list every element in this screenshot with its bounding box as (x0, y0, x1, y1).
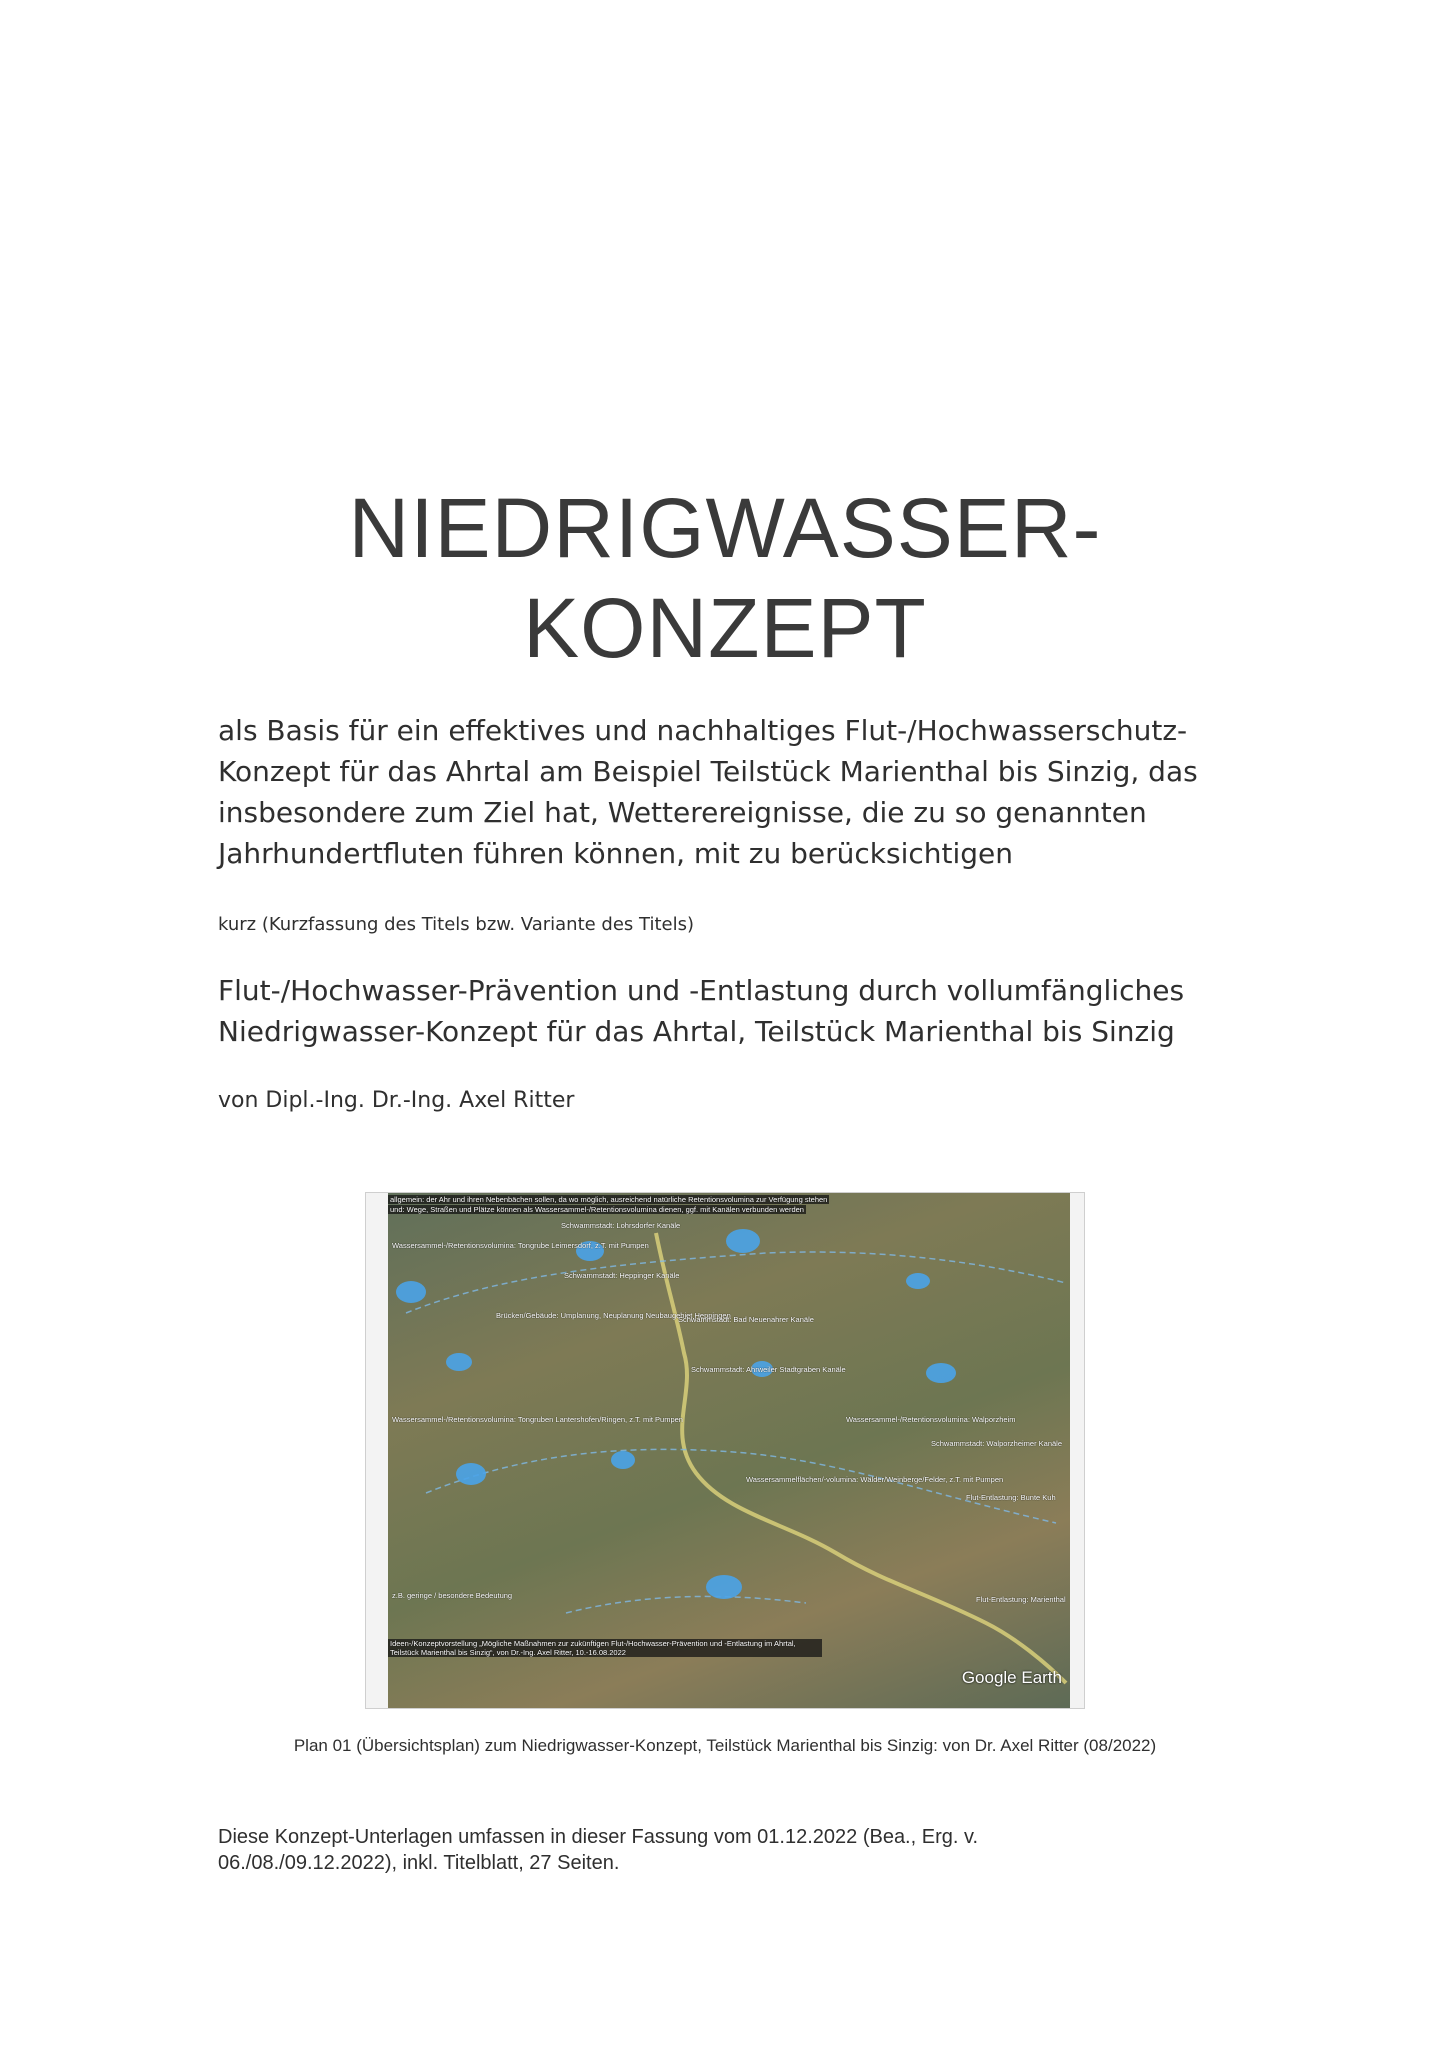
overview-plan-image (365, 1192, 1085, 1709)
river-map-graphic (366, 1193, 1084, 1708)
document-subtitle: als Basis für ein effektives und nachhaltiges Flut-/Hochwasserschutz-Konzept für das Ahrtal am Beispiel Teilstück Marienthal bis Sinzig, das insbesondere zum Ziel hat, Wetterereignisse, die zu so genannten Jahrhundertfluten führen können, mit zu berücksichtigen (218, 714, 1198, 870)
retention-bubble (906, 1273, 930, 1289)
plan-note: z.B. geringe / besondere Bedeutung (392, 1591, 513, 1600)
retention-bubble (726, 1229, 760, 1253)
retention-bubble (446, 1353, 472, 1371)
retention-bubble (396, 1281, 426, 1303)
short-title: Flut-/Hochwasser-Prävention und -Entlastung durch vollumfängliches Niedrigwasser-Konzept für das Ahrtal, Teilstück Marienthal bis Sinzig (218, 974, 1185, 1048)
plan-note: Schwammstadt: Lohrsdorfer Kanäle (561, 1221, 681, 1230)
plan-note: Brücken/Gebäude: Umplanung, Neuplanung Neubaugebiet Heppingen (496, 1311, 731, 1320)
document-title (0, 478, 1450, 678)
plan-note: Schwammstadt: Heppinger Kanäle (564, 1271, 680, 1280)
plan-note: allgemein: der Ahr und ihren Nebenbächen sollen, da wo möglich, ausreichend natürliche Retentionsvolumina zur Verfügung stehen (390, 1195, 828, 1204)
retention-bubble (456, 1463, 486, 1485)
plan-note: Schwammstadt: Bad Neuenahrer Kanäle (678, 1315, 814, 1324)
plan-note: Ideen-/Konzeptvorstellung „Mögliche Maßnahmen zur zukünftigen Flut-/Hochwasser-Prävention und -Entlastung im Ahrtal, Teilstück Marienthal bis Sinzig“, von Dr.-Ing. Axel Ritter, 10.-16.08.2022 (388, 1639, 822, 1657)
plan-note: Flut-Entlastung: Bunte Kuh (966, 1493, 1056, 1502)
author-line: von Dipl.-Ing. Dr.-Ing. Axel Ritter (218, 1088, 575, 1113)
plan-note: Wassersammel-/Retentionsvolumina: Tongrube Leimersdorf, z.T. mit Pumpen (392, 1241, 649, 1250)
document-footer-note: Diese Konzept-Unterlagen umfassen in dieser Fassung vom 01.12.2022 (Bea., Erg. v. 06./08./09.12.2022), inkl. Titelblatt, 27 Seiten. (218, 1826, 979, 1874)
retention-bubble (706, 1575, 742, 1599)
plan-note: Wassersammel-/Retentionsvolumina: Tongruben Lantershofen/Ringen, z.T. mit Pumpen (392, 1415, 683, 1424)
retention-bubble (926, 1363, 956, 1383)
google-earth-watermark: Google Earth (961, 1668, 1062, 1687)
retention-bubble (611, 1451, 635, 1469)
plan-caption: Plan 01 (Übersichtsplan) zum Niedrigwasser-Konzept, Teilstück Marienthal bis Sinzig: von Dr. Axel Ritter (08/2022) (293, 1736, 1157, 1755)
short-title-label: kurz (Kurzfassung des Titels bzw. Variante des Titels) (218, 914, 694, 935)
title-line-2: KONZEPT (523, 581, 927, 675)
plan-note: Schwammstadt: Ahrweiler Stadtgraben Kanäle (691, 1365, 846, 1374)
plan-note: Wassersammel-/Retentionsvolumina: Walporzheim (846, 1415, 1016, 1424)
title-line-1: NIEDRIGWASSER- (348, 481, 1102, 575)
plan-note: Flut-Entlastung: Marienthal (976, 1595, 1066, 1604)
plan-note: und: Wege, Straßen und Plätze können als Wassersammel-/Retentionsvolumina dienen, ggf. mit Kanälen verbunden werden (390, 1205, 804, 1214)
plan-note: Schwammstadt: Walporzheimer Kanäle (931, 1439, 1063, 1448)
plan-note: Wassersammelflächen/-volumina: Wälder/Weinberge/Felder, z.T. mit Pumpen (746, 1475, 1004, 1484)
